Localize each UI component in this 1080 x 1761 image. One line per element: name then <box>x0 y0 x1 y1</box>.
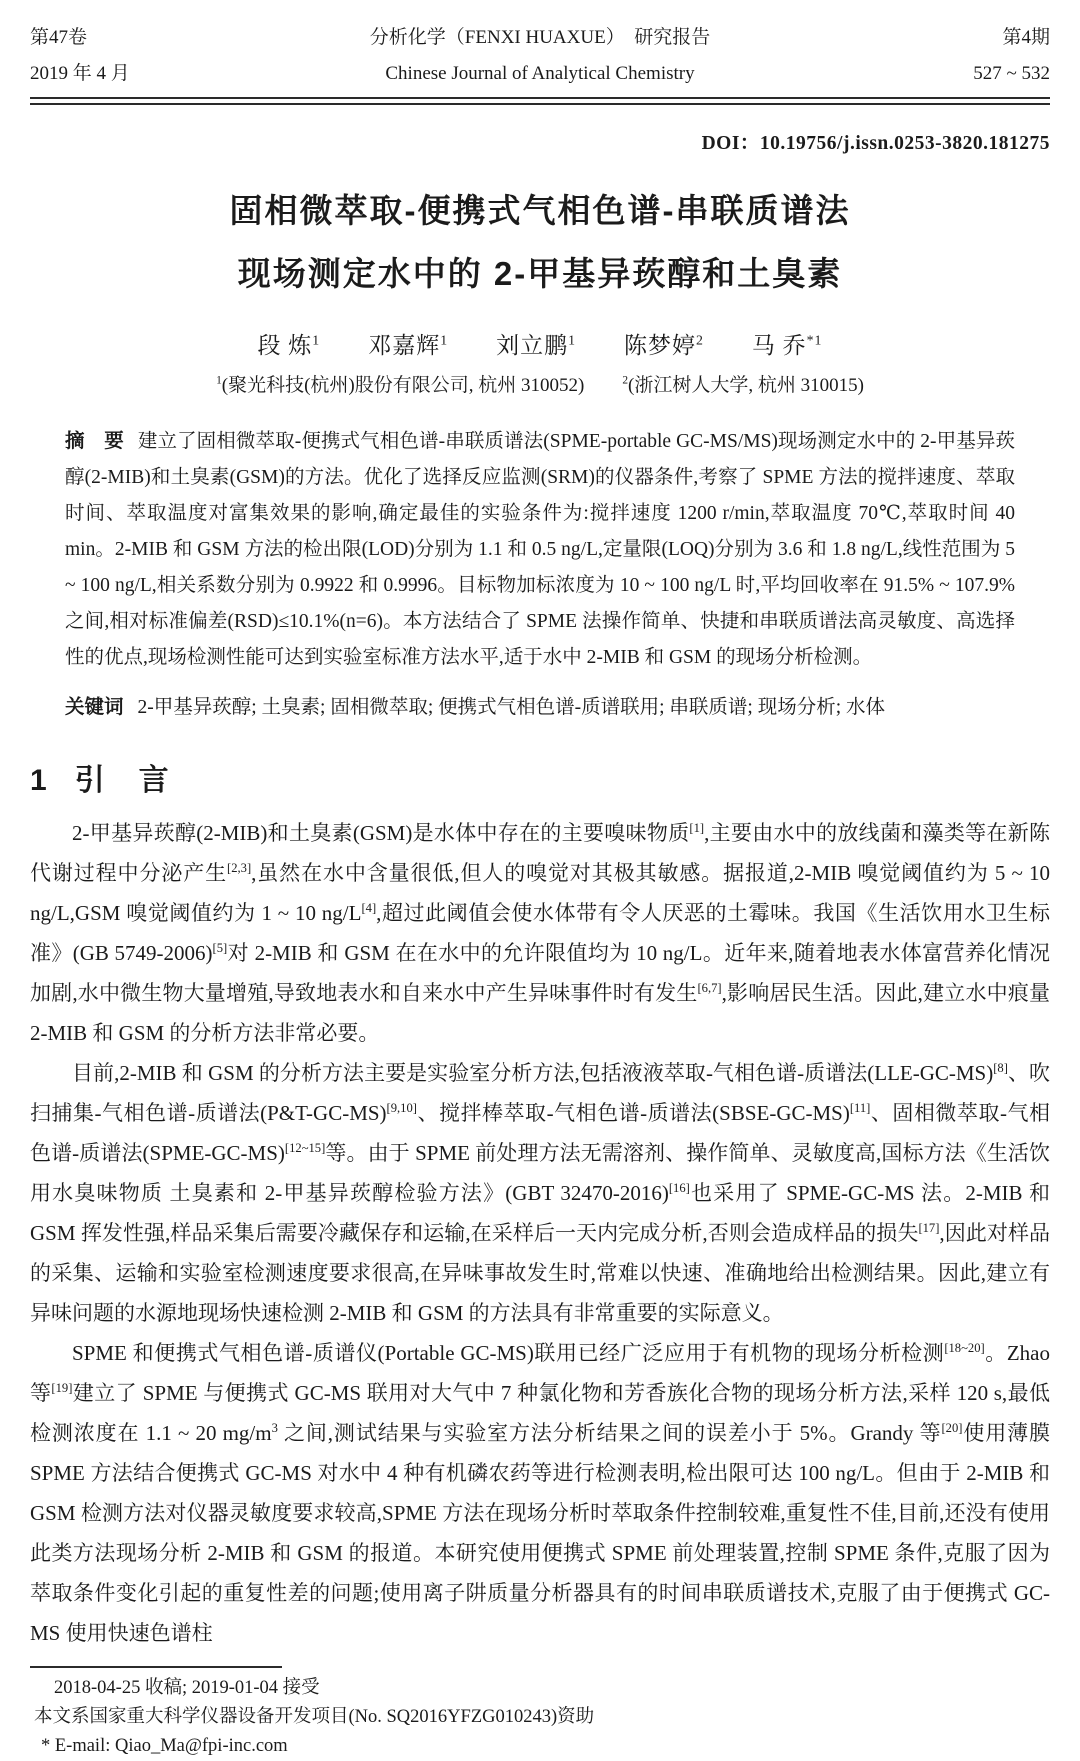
intro-paragraph-2: 目前,2-MIB 和 GSM 的分析方法主要是实验室分析方法,包括液液萃取-气相色谱-质谱法(LLE-GC-MS)[8]、吹扫捕集-气相色谱-质谱法(P&T-GC-MS)[9,10]、搅拌棒萃取-气相色谱-质谱法(SBSE-GC-MS)[11]、固相微萃取-气相色谱-质谱法(SPME-GC-MS)[12~15]等。由于 SPME 前处理方法无需溶剂、操作简单、灵敏度高,国标方法《生活饮用水臭味物质 土臭素和 2-甲基异莰醇检验方法》(GBT 32470-2016)[16]也采用了 SPME-GC-MS 法。2-MIB 和 GSM 挥发性强,样品采集后需要冷藏保存和运输,在采样后一天内完成分析,否则会造成样品的损失[17],因此对样品的采集、运输和实验室检测速度要求很高,在异味事故发生时,常难以快速、准确地给出检测结果。因此,建立有异味问题的水源地现场快速检测 2-MIB 和 GSM 的方法具有非常重要的实际意义。 <box>30 1061 1051 1325</box>
footnote-email: * E-mail: Qiao_Ma@fpi-inc.com <box>41 1736 288 1756</box>
intro-paragraph-3: SPME 和便携式气相色谱-质谱仪(Portable GC-MS)联用已经广泛应用于有机物的现场分析检测[18~20]。Zhao 等[19]建立了 SPME 与便携式 GC-MS 联用对大气中 7 种氯化物和芳香族化合物的现场分析方法,采样 120 s,最低检测浓度在 1.1 ~ 20 $mg/m^3$ 之间,测试结果与实验室方法分析结果之间的误差小于 5%。Grandy 等[20]使用薄膜 SPME 方法结合便携式 GC-MS 对水中 4 种有机磷农药等进行检测表明,检出限可达 100 ng/L。但由于 2-MIB 和 GSM 检测方法对仪器灵敏度要求较高,SPME 方法在现场分析时萃取条件控制较难,重复性不佳,目前,还没有使用此类方法现场分析 2-MIB 和 GSM 的报道。本研究使用便携式 SPME 前处理装置,控制 SPME 条件,克服了因为萃取条件变化引起的重复性差的问题;使用离子阱质量分析器具有的时间串联质谱技术,克服了由于便携式 GC-MS 使用快速色谱柱 <box>30 1341 1051 1645</box>
page-header-row-2 <box>30 58 1050 85</box>
intro-paragraph-1: 2-甲基异莰醇(2-MIB)和土臭素(GSM)是水体中存在的主要嗅味物质[1],主要由水中的放线菌和藻类等在新陈代谢过程中分泌产生[2,3],虽然在水中含量很低,但人的嗅觉对其极其敏感。据报道,2-MIB 嗅觉阈值约为 5 ~ 10 ng/L,GSM 嗅觉阈值约为 1 ~ 10 ng/L[4],超过此阈值会使水体带有令人厌恶的土霉味。我国《生活饮用水卫生标准》(GB 5749-2006)[5]对 2-MIB 和 GSM 在在水中的允许限值均为 10 ng/L。近年来,随着地表水体富营养化情况加剧,水中微生物大量增殖,导致地表水和自来水中产生异味事件时有发生[6,7],影响居民生活。因此,建立水中痕量 2-MIB 和 GSM 的分析方法非常必要。 <box>30 821 1051 1045</box>
keywords-label: 关键词 <box>65 696 124 718</box>
authors-line: 段 炼$^1$ 邓嘉辉$^1$ 刘立鹏$^1$ 陈梦婷$^2$ 马 乔$^{*1}$ <box>257 332 823 358</box>
header-pages: 527 ~ 532 <box>973 63 1050 84</box>
keywords-block <box>65 690 1015 725</box>
page-header-row-1 <box>30 22 1050 49</box>
footnote-divider <box>30 1666 282 1668</box>
header-divider <box>30 97 1050 105</box>
journal-title-en: Chinese Journal of Analytical Chemistry <box>385 63 695 84</box>
header-issue: 第4期 <box>1002 27 1050 48</box>
keywords-text: 2-甲基异莰醇; 土臭素; 固相微萃取; 便携式气相色谱-质谱联用; 串联质谱; 现场分析; 水体 <box>137 697 886 718</box>
paper-title-line-2: 现场测定水中的 2-甲基异莰醇和土臭素 <box>237 255 843 292</box>
journal-title-cn: 分析化学（FENXI HUAXUE） 研究报告 <box>369 27 711 48</box>
affiliations-line: $^1$(聚光科技(杭州)股份有限公司, 杭州 310052) $^2$(浙江树人大学, 杭州 310015) <box>216 374 864 396</box>
abstract-block <box>65 423 1015 676</box>
doi-line: DOI：10.19756/j.issn.0253-3820.181275 <box>701 133 1050 154</box>
footnote-funding: 本文系国家重大科学仪器设备开发项目(No. SQ2016YFZG010243)资助 <box>34 1707 595 1727</box>
abstract-label: 摘 要 <box>65 430 124 452</box>
footnote-received-accepted: 2018-04-25 收稿; 2019-01-04 接受 <box>54 1678 320 1698</box>
abstract-text: 建立了固相微萃取-便携式气相色谱-串联质谱法(SPME-portable GC-MS/MS)现场测定水中的 2-甲基异莰醇(2-MIB)和土臭素(GSM)的方法。优化了选择反应监测(SRM)的仪器条件,考察了 SPME 方法的搅拌速度、萃取时间、萃取温度对富集效果的影响,确定最佳的实验条件为:搅拌速度 1200 r/min,萃取温度 70℃,萃取时间 40 min。2-MIB 和 GSM 方法的检出限(LOD)分别为 1.1 和 0.5 ng/L,定量限(LOQ)分别为 3.6 和 1.8 ng/L,线性范围为 5 ~ 100 ng/L,相关系数分别为 0.9922 和 0.9996。目标物加标浓度为 10 ~ 100 ng/L 时,平均回收率在 91.5% ~ 107.9% 之间,相对标准偏差(RSD)≤10.1%(n=6)。本方法结合了 SPME 法操作简单、快捷和串联质谱法高灵敏度、高选择性的优点,现场检测性能可达到实验室标准方法水平,适于水中 2-MIB 和 GSM 的现场分析检测。 <box>65 431 1015 668</box>
header-volume: 第47卷 <box>30 27 88 48</box>
paper-title-line-1: 固相微萃取-便携式气相色谱-串联质谱法 <box>229 192 851 229</box>
section-number: 1 <box>30 764 49 797</box>
section-heading-introduction <box>30 755 1050 799</box>
section-title: 引 言 <box>74 764 171 797</box>
header-date: 2019 年 4 月 <box>30 63 130 84</box>
